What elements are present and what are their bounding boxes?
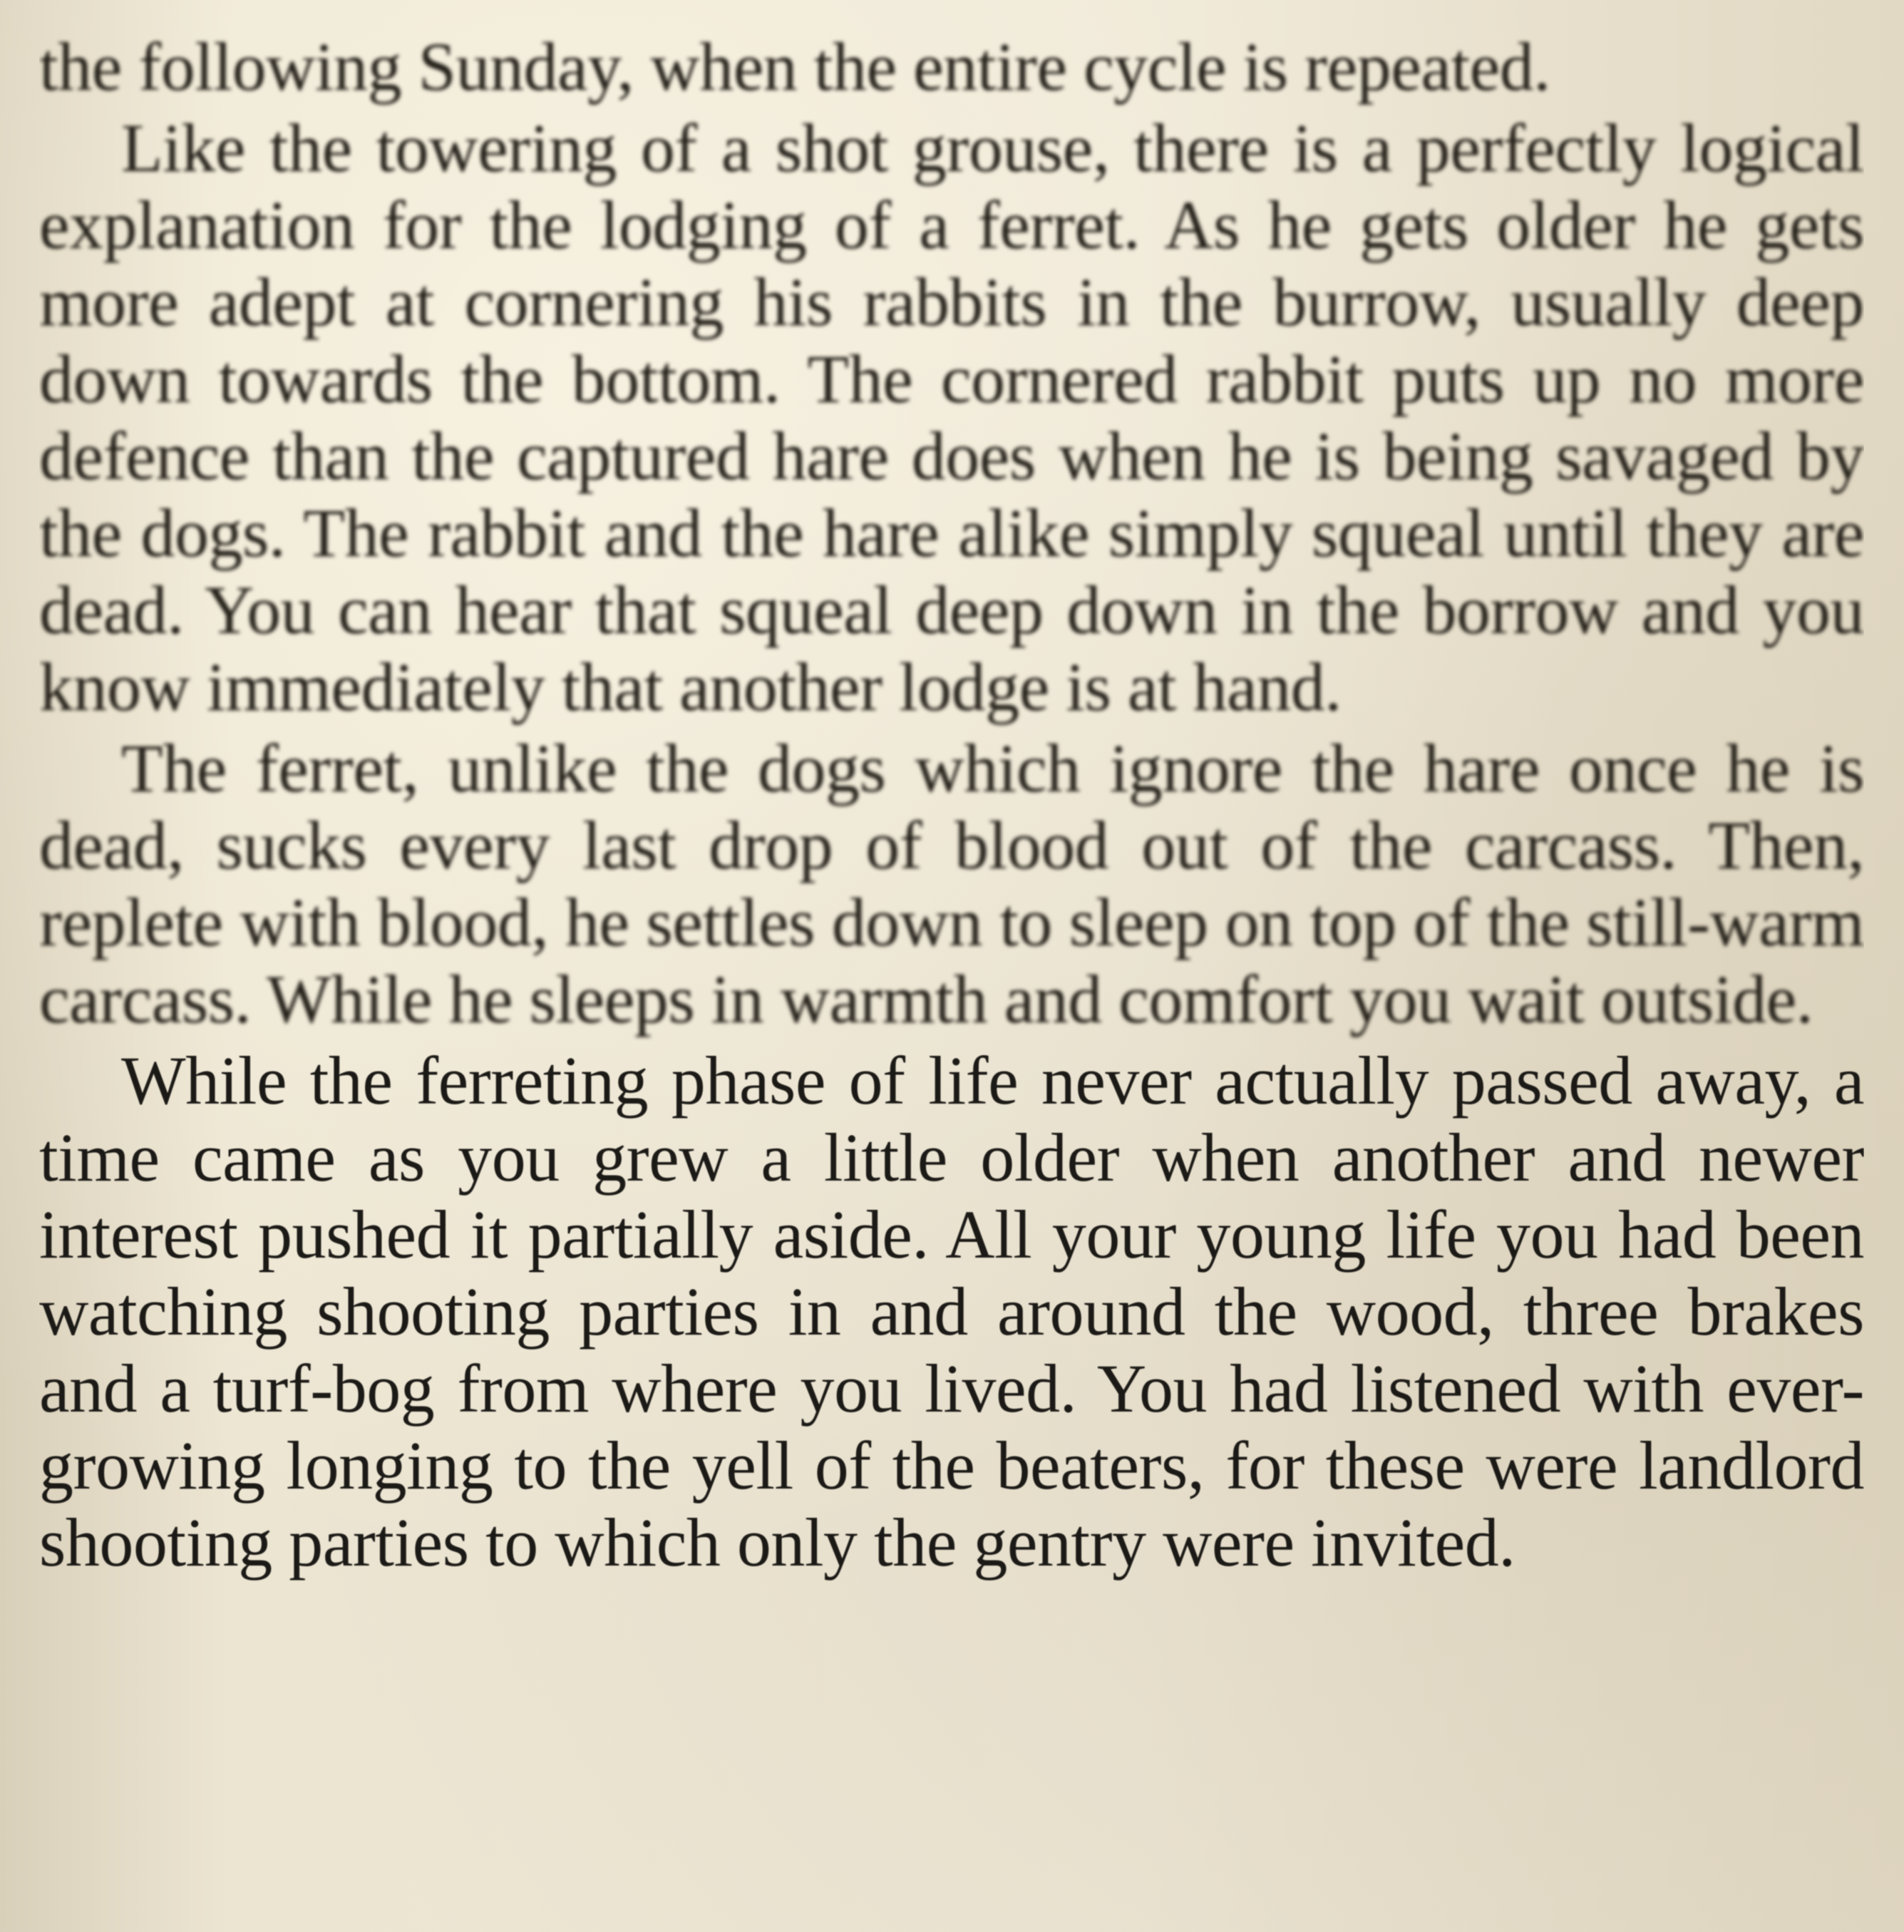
- book-page: [39, 29, 1864, 1911]
- text-block-upper: [39, 29, 1864, 1038]
- paragraph-1: the following Sunday, when the entire cycle is repeated.: [39, 29, 1550, 105]
- paragraph-4: While the ferreting phase of life never actually passed away, a time came as you grew a little older when another and newer interest pushed it partially aside. All your young life you had been watching shooting parties in and around the wood, three brakes and a turf-bog from where you lived. You had listened with ever-growing longing to the yell of the beaters, for these were landlord shooting parties to which only the gentry were invited.: [39, 1042, 1864, 1581]
- text-block-lower: [39, 1042, 1864, 1581]
- paragraph-2: Like the towering of a shot grouse, there is a perfectly logical explanation for the lodging of a ferret. As he gets older he gets more adept at cornering his rabbits in the burrow, usually deep down towards the bottom. The cornered rabbit puts up no more defence than the captured hare does when he is being savaged by the dogs. The rabbit and the hare alike simply squeal until they are dead. You can hear that squeal deep down in the borrow and you know immediately that another lodge is at hand.: [39, 110, 1864, 725]
- paragraph-3: The ferret, unlike the dogs which ignore the hare once he is dead, sucks every last drop of blood out of the carcass. Then, replete with blood, he settles down to sleep on top of the still-warm carcass. While he sleeps in warmth and comfort you wait outside.: [39, 730, 1864, 1037]
